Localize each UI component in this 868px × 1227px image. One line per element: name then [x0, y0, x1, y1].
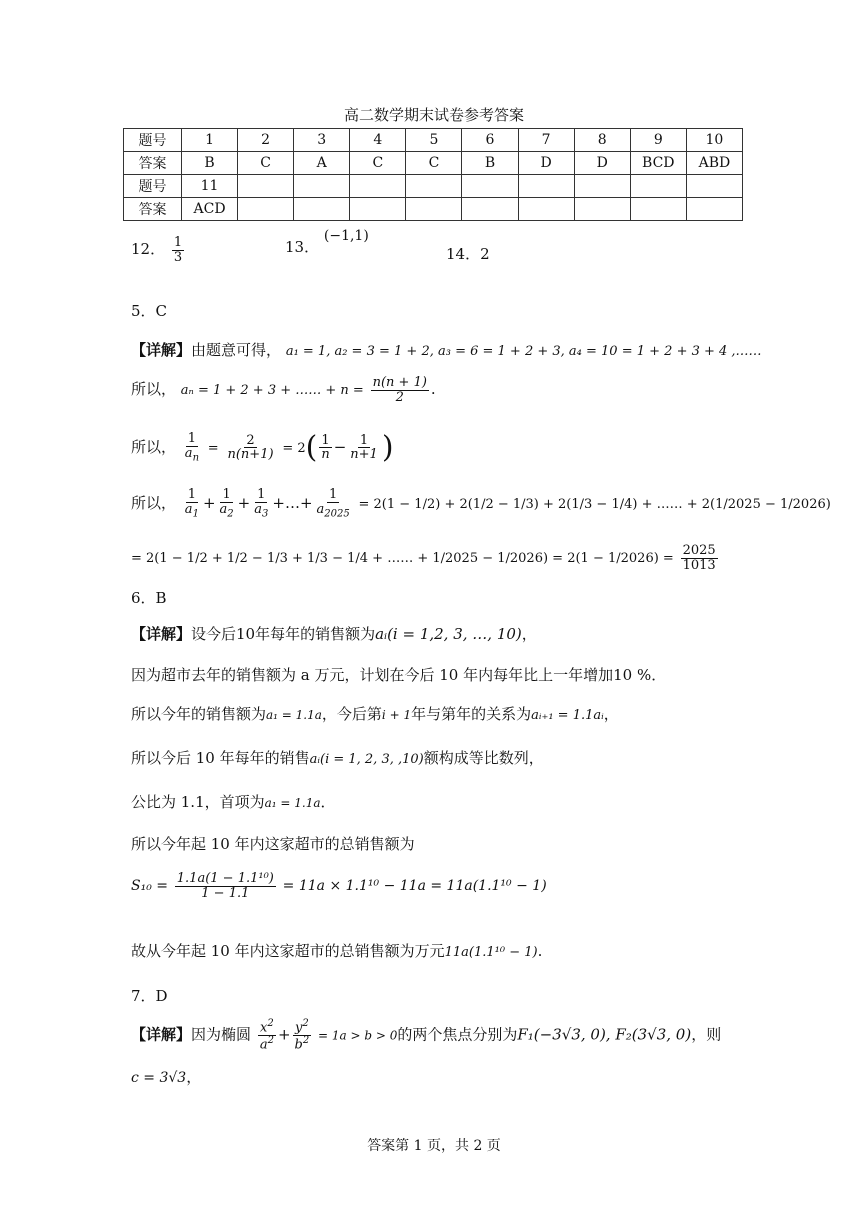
table-cell: 6 [462, 129, 518, 152]
table-cell [406, 198, 462, 221]
q12-label: 12． [131, 240, 166, 259]
q6-line6: 所以今年起 10 年内这家超市的总销售额为 [131, 835, 415, 853]
table-cell: ABD [686, 152, 742, 175]
row-header-cell: 题号 [124, 175, 182, 198]
q14-answer [446, 243, 490, 264]
table-cell: D [518, 152, 574, 175]
table-cell [238, 198, 294, 221]
q7-heading: 7．D [131, 987, 168, 1005]
table-row [124, 152, 743, 175]
table-cell [574, 175, 630, 198]
table-cell: 7 [518, 129, 574, 152]
table-cell: C [406, 152, 462, 175]
detail-tag: 【详解】 [131, 1025, 192, 1044]
q14-value: 2 [480, 245, 490, 263]
table-cell [686, 198, 742, 221]
table-row [124, 175, 743, 198]
q5-line4: 所以， $\frac{1}{a_1}$ + $\frac{1}{a_2}$ + $\frac{1}{a_3}$ +…+ $\frac{1}{a_{2025}}$ = 2(1 − 1/2) + 2(1/2 − 1/3) + 2(1/3 − 1/4) + …… + 2(1/2025 − 1/2026) [131, 487, 831, 520]
page-footer: 答案第 1 页，共 2 页 [367, 1138, 501, 1154]
table-cell [686, 175, 742, 198]
q6-line1: 【详解】设今后10年每年的销售额为aᵢ(i = 1,2, 3, …, 10)， [131, 625, 537, 643]
q5-sequence: a₁ = 1, a₂ = 3 = 1 + 2, a₃ = 6 = 1 + 2 + 3, a₄ = 10 = 1 + 2 + 3 + 4 ,…… [285, 344, 762, 359]
table-cell [294, 175, 350, 198]
q6-conclusion: 故从今年起 10 年内这家超市的总销售额为万元11a(1.1¹⁰ − 1). [131, 942, 543, 960]
q6-heading: 6．B [131, 589, 167, 607]
table-cell: ACD [182, 198, 238, 221]
table-cell: 1 [182, 129, 238, 152]
table-cell [238, 175, 294, 198]
q5-line2: 所以， aₙ = 1 + 2 + 3 + …… + n = $\frac{n(n + 1)}{2}$ . [131, 375, 436, 405]
q13-answer [285, 228, 369, 257]
table-cell [630, 175, 686, 198]
table-cell: 5 [406, 129, 462, 152]
table-row [124, 198, 743, 221]
q12-fraction: $\frac{1}{3}$ [173, 235, 183, 265]
table-cell: 9 [630, 129, 686, 152]
row-header-cell: 答案 [124, 152, 182, 175]
q13-label: 13． [285, 238, 320, 256]
table-cell: B [462, 152, 518, 175]
q6-line2: 因为超市去年的销售额为 a 万元，计划在今后 10 年内每年比上一年增加10 %． [131, 666, 667, 684]
q5-result: $\frac{2025}{1013}$ [682, 543, 716, 573]
table-cell [294, 198, 350, 221]
q5-heading: 5．C [131, 302, 168, 320]
table-cell: A [294, 152, 350, 175]
table-cell: 3 [294, 129, 350, 152]
table-cell: C [238, 152, 294, 175]
table-cell [518, 198, 574, 221]
answer-table [123, 128, 743, 221]
q5-line1: 【详解】由题意可得， a₁ = 1, a₂ = 3 = 1 + 2, a₃ = 6 = 1 + 2 + 3, a₄ = 10 = 1 + 2 + 3 + 4 ,…… [131, 341, 762, 359]
row-header-cell: 答案 [124, 198, 182, 221]
table-cell [350, 198, 406, 221]
table-cell: C [350, 152, 406, 175]
q6-sum-formula: S₁₀ = $\frac{\text{1.1a(1 − 1.1¹⁰)}}{1 - 1.1}$ = 11a × 1.1¹⁰ − 11a = 11a(1.1¹⁰ − 1) [131, 871, 547, 901]
q7-line2: c = 3√3， [131, 1068, 202, 1086]
q5-expansion: = 2(1 − 1/2) + 2(1/2 − 1/3) + 2(1/3 − 1/4) + …… + 2(1/2025 − 1/2026) [358, 496, 831, 512]
q5-line3: 所以， $\frac{1}{a_n}$ = $\frac{2}{n(n+1)}$ = 2( $\frac{1}{n}$ − $\frac{1}{n+1}$ ) [131, 429, 394, 465]
q7-line1: 【详解】因为椭圆 $\frac{x^2}{a^2}$ + $\frac{y^2}{b^2}$ = 1a > b > 0的两个焦点分别为F₁(−3√3, 0), F₂(3√3, 0)，则 [131, 1018, 722, 1053]
q13-value: (−1,1) [323, 228, 369, 244]
table-cell: 2 [238, 129, 294, 152]
table-cell: 4 [350, 129, 406, 152]
row-header-cell: 题号 [124, 129, 182, 152]
q14-label: 14． [446, 245, 481, 263]
table-cell [462, 198, 518, 221]
q6-line5: 公比为 1.1，首项为a₁ = 1.1a． [131, 793, 336, 811]
table-cell [406, 175, 462, 198]
table-cell [462, 175, 518, 198]
table-cell [574, 198, 630, 221]
table-row [124, 129, 743, 152]
q6-line4: 所以今后 10 年每年的销售aᵢ(i = 1, 2, 3, ,10)额构成等比数列， [131, 749, 544, 767]
table-cell: B [182, 152, 238, 175]
table-cell: D [574, 152, 630, 175]
q6-line3: 所以今年的销售额为a₁ = 1.1a，今后第i + 1年与第年的关系为aᵢ₊₁ = 1.1aᵢ， [131, 705, 619, 723]
q12-answer [131, 236, 186, 264]
page-title: 高二数学期末试卷参考答案 [343, 106, 524, 124]
table-cell: 8 [574, 129, 630, 152]
table-cell [350, 175, 406, 198]
q5-line5: = 2(1 − 1/2 + 1/2 − 1/3 + 1/3 − 1/4 + …… + 1/2025 − 1/2026) = 2(1 − 1/2026) = $\frac{2025}{1013}$ [131, 543, 716, 573]
table-cell: 10 [686, 129, 742, 152]
table-cell [630, 198, 686, 221]
detail-tag: 【详解】 [131, 625, 192, 643]
detail-tag: 【详解】 [131, 341, 192, 359]
table-cell [518, 175, 574, 198]
table-cell: 11 [182, 175, 238, 198]
table-cell: BCD [630, 152, 686, 175]
